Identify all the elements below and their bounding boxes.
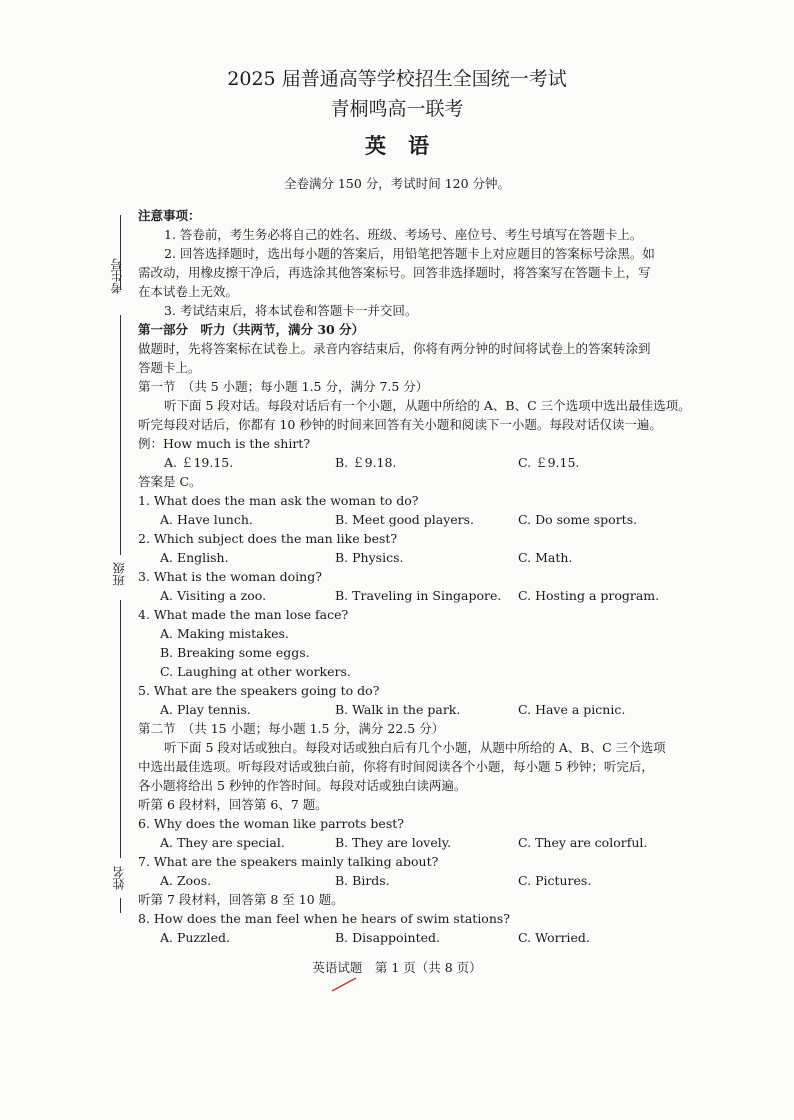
option-c: C. Do some sports. [518, 512, 638, 527]
pen-mark [330, 975, 360, 993]
section2-instruction: 听下面 5 段对话或独白。每段对话或独白后有几个小题，从题中所给的 A、B、C 三个选项 [164, 740, 666, 755]
option-b: B. Meet good players. [335, 512, 475, 527]
example-option-b: B. ￡9.18. [335, 455, 397, 470]
note-item: 1. 答卷前，考生务必将自己的姓名、班级、考场号、座位号、考生号填写在答题卡上。 [164, 227, 643, 242]
section1-instruction: 听完每段对话后，你都有 10 秒钟的时间来回答有关小题和阅读下一小题。每段对话仅读一遍。 [138, 417, 662, 432]
section1-heading: 第一节 （共 5 小题；每小题 1.5 分，满分 7.5 分） [138, 379, 429, 394]
option-b: B. Traveling in Singapore. [335, 588, 502, 603]
option-a: A. Play tennis. [160, 702, 251, 717]
subject-title: 英语 [365, 133, 451, 158]
part1-heading: 第一部分 听力（共两节，满分 30 分） [138, 322, 365, 337]
option-a: A. They are special. [160, 835, 285, 850]
example-option-c: C. ￡9.15. [518, 455, 580, 470]
section2-instruction: 各小题将给出 5 秒钟的作答时间。每段对话或独白读两遍。 [138, 778, 467, 793]
example-answer: 答案是 C。 [138, 474, 202, 489]
option-c: C. Laughing at other workers. [160, 664, 351, 679]
option-c: C. Have a picnic. [518, 702, 626, 717]
option-c: C. Worried. [518, 930, 590, 945]
option-c: C. Math. [518, 550, 573, 565]
score-info: 全卷满分 150 分，考试时间 120 分钟。 [283, 176, 511, 191]
section1-instruction: 听下面 5 段对话。每段对话后有一个小题，从题中所给的 A、B、C 三个选项中选出最佳选项。 [164, 398, 691, 413]
option-c: C. Pictures. [518, 873, 592, 888]
margin-line [120, 898, 121, 913]
question-2: 2. Which subject does the man like best? [138, 531, 398, 546]
option-a: A. Zoos. [160, 873, 212, 888]
option-c: C. They are colorful. [518, 835, 648, 850]
option-b: B. They are lovely. [335, 835, 452, 850]
option-b: B. Physics. [335, 550, 404, 565]
option-a: A. Have lunch. [160, 512, 253, 527]
margin-line [120, 600, 121, 858]
note-item: 2. 回答选择题时，选出每小题的答案后，用铅笔把答题卡上对应题目的答案标号涂黑。如 [164, 246, 655, 261]
option-b: B. Breaking some eggs. [160, 645, 310, 660]
exam-subtitle: 青桐鸣高一联考 [330, 98, 464, 120]
margin-line [120, 315, 121, 555]
material-6-instruction: 听第 6 段材料，回答第 6、7 题。 [138, 797, 328, 812]
note-item: 需改动，用橡皮擦干净后，再选涂其他答案标号。回答非选择题时，将答案写在答题卡上，写 [138, 265, 651, 280]
option-b: B. Walk in the park. [335, 702, 461, 717]
example-option-a: A. ￡19.15. [164, 455, 234, 470]
notes-heading: 注意事项： [138, 208, 201, 223]
page-footer: 英语试题 第 1 页（共 8 页） [312, 960, 482, 975]
question-5: 5. What are the speakers going to do? [138, 683, 380, 698]
option-c: C. Hosting a program. [518, 588, 660, 603]
option-b: B. Disappointed. [335, 930, 440, 945]
option-a: A. Visiting a zoo. [160, 588, 267, 603]
question-8: 8. How does the man feel when he hears of swim stations? [138, 911, 511, 926]
material-7-instruction: 听第 7 段材料，回答第 8 至 10 题。 [138, 892, 344, 907]
note-item: 3. 考试结束后，将本试卷和答题卡一并交回。 [164, 303, 418, 318]
section2-instruction: 中选出最佳选项。听每段对话或独白前，你将有时间阅读各个小题，每小题 5 秒钟；听完后， [138, 759, 654, 774]
question-4: 4. What made the man lose face? [138, 607, 349, 622]
question-1: 1. What does the man ask the woman to do? [138, 493, 419, 508]
part1-intro: 做题时，先将答案标在试卷上。录音内容结束后，你将有两分钟的时间将试卷上的答案转涂到 [138, 341, 651, 356]
class-label: 班级 [112, 562, 126, 586]
exam-no-label: 考生号 [110, 258, 124, 294]
question-3: 3. What is the woman doing? [138, 569, 322, 584]
option-a: A. English. [160, 550, 229, 565]
option-a: A. Making mistakes. [160, 626, 289, 641]
option-b: B. Birds. [335, 873, 390, 888]
option-a: A. Puzzled. [160, 930, 230, 945]
example-question: 例：How much is the shirt? [138, 436, 311, 451]
section2-heading: 第二节 （共 15 小题；每小题 1.5 分，满分 22.5 分） [138, 721, 445, 736]
question-7: 7. What are the speakers mainly talking about? [138, 854, 439, 869]
question-6: 6. Why does the woman like parrots best? [138, 816, 404, 831]
note-item: 在本试卷上无效。 [138, 284, 239, 299]
name-label: 姓名 [112, 866, 126, 890]
exam-title: 2025 届普通高等学校招生全国统一考试 [227, 68, 567, 90]
part1-intro: 答题卡上。 [138, 360, 201, 375]
